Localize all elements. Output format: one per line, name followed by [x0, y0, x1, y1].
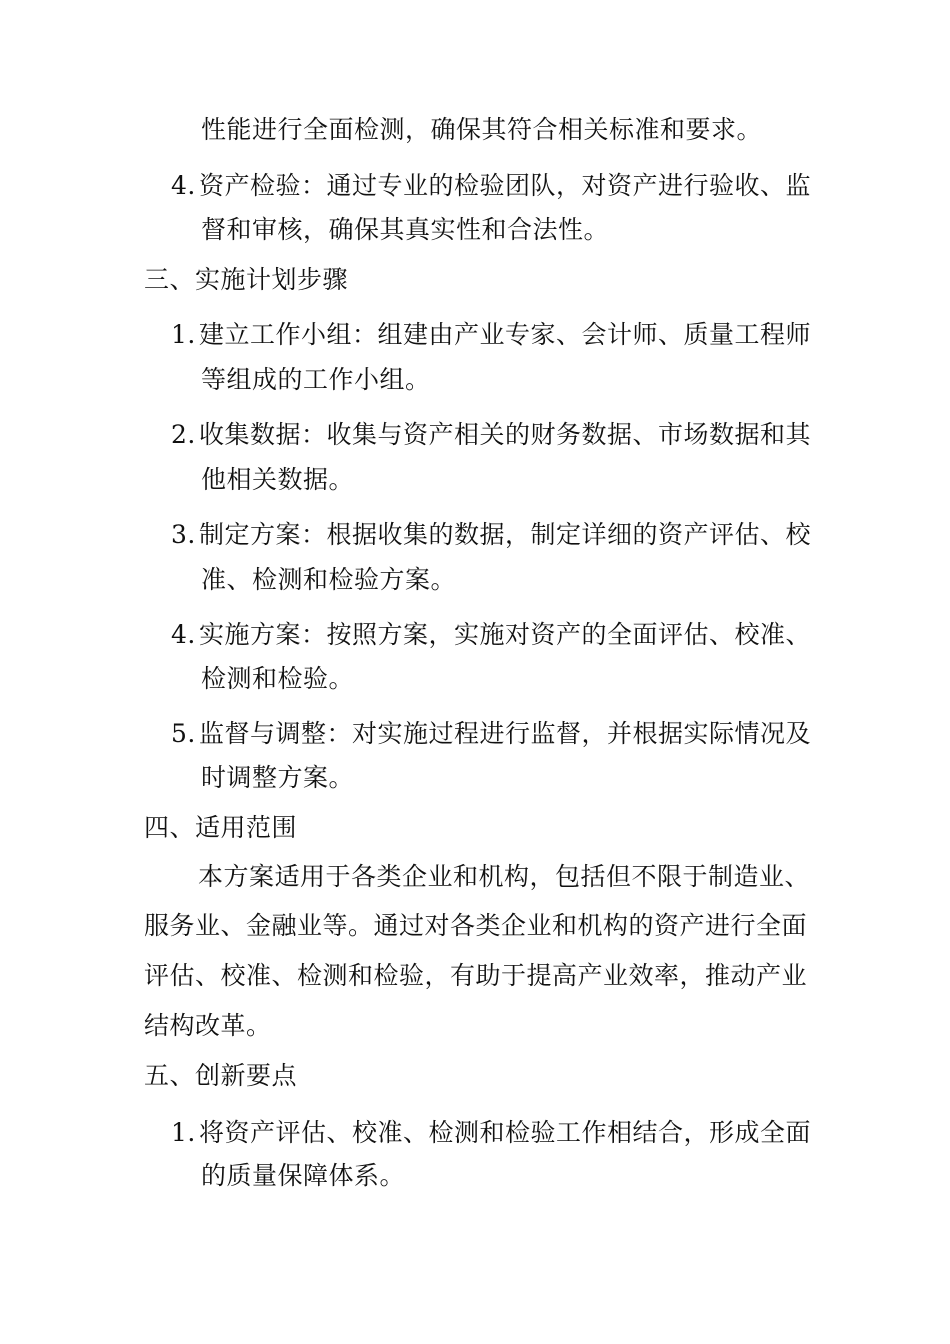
list-item — [171, 719, 811, 749]
list-item-continuation: 等组成的工作小组。 — [201, 365, 431, 394]
list-item-text: 建立工作小组：组建由产业专家、会计师、质量工程师 — [199, 320, 812, 349]
paragraph-line: 结构改革。 — [144, 1011, 272, 1040]
list-item — [171, 1118, 811, 1148]
list-item-number: 4. — [171, 620, 196, 649]
list-item-number: 1. — [171, 320, 196, 349]
list-item-text: 将资产评估、校准、检测和检验工作相结合，形成全面 — [199, 1118, 812, 1147]
list-item-continuation: 时调整方案。 — [201, 763, 355, 792]
list-item-number: 1. — [171, 1118, 196, 1147]
continuation-line: 性能进行全面检测，确保其符合相关标准和要求。 — [201, 115, 763, 144]
section-heading: 三、实施计划步骤 — [144, 265, 349, 294]
list-item-number: 4. — [171, 171, 196, 200]
list-item-text: 监督与调整：对实施过程进行监督，并根据实际情况及 — [199, 719, 812, 748]
list-item-continuation: 督和审核，确保其真实性和合法性。 — [201, 215, 610, 244]
paragraph-line: 评估、校准、检测和检验，有助于提高产业效率，推动产业 — [144, 961, 808, 990]
list-item-continuation: 准、检测和检验方案。 — [201, 565, 457, 594]
list-item — [171, 320, 811, 350]
list-item-number: 5. — [171, 719, 196, 748]
section-heading: 四、适用范围 — [144, 813, 298, 842]
list-item — [171, 520, 811, 550]
list-item-continuation: 的质量保障体系。 — [201, 1161, 406, 1190]
paragraph-line: 本方案适用于各类企业和机构，包括但不限于制造业、 — [198, 862, 811, 891]
list-item-number: 3. — [171, 520, 196, 549]
paragraph-line: 服务业、金融业等。通过对各类企业和机构的资产进行全面 — [144, 911, 808, 940]
list-item — [171, 171, 811, 201]
list-item-continuation: 检测和检验。 — [201, 664, 355, 693]
list-item-number: 2. — [171, 420, 196, 449]
list-item-text: 资产检验：通过专业的检验团队，对资产进行验收、监 — [199, 171, 812, 200]
list-item-text: 制定方案：根据收集的数据，制定详细的资产评估、校 — [199, 520, 812, 549]
list-item-continuation: 他相关数据。 — [201, 465, 355, 494]
section-heading: 五、创新要点 — [144, 1061, 298, 1090]
list-item — [171, 620, 811, 650]
list-item-text: 实施方案：按照方案，实施对资产的全面评估、校准、 — [199, 620, 812, 649]
list-item-text: 收集数据：收集与资产相关的财务数据、市场数据和其 — [199, 420, 812, 449]
list-item — [171, 420, 811, 450]
